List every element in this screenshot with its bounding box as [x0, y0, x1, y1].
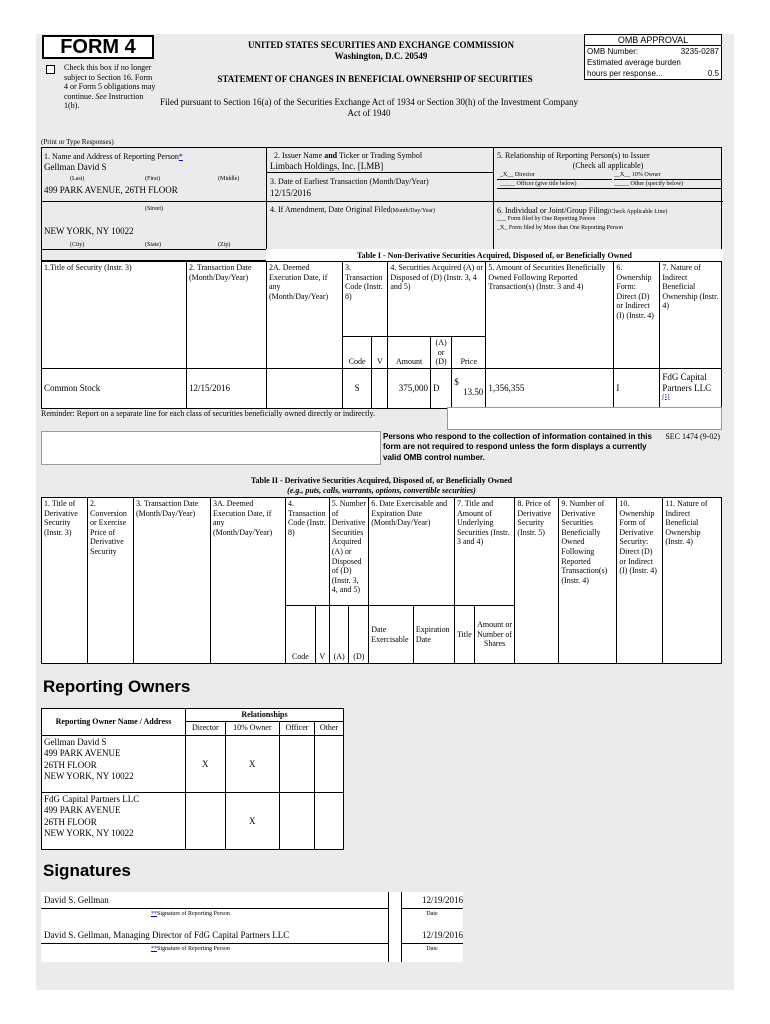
box6-label: 6. Individual or Joint/Group Filing(Check Applicable Line) [497, 206, 668, 215]
owner-director-mark [186, 793, 226, 850]
signature-label: **Signature of Reporting Person [151, 911, 230, 917]
t2-h2: 2. Conversion or Exercise Price of Derivative Security [88, 498, 134, 664]
box3-label: 3. Date of Earliest Transaction (Month/Day/Year) [270, 177, 429, 186]
checkbox-text: Check this box if no longer subject to Section 16. Form 4 or Form 5 obligations may continue. See Instruction 1(b). [64, 63, 156, 111]
sec-code: SEC 1474 (9-02) [665, 432, 720, 441]
nature-footnote-link[interactable]: (1) [662, 393, 670, 400]
t1-sub-v: V [372, 337, 388, 369]
t1-h7: 7. Nature of Indirect Beneficial Ownership (Instr. 4) [660, 262, 722, 369]
table1-non-derivative [41, 261, 722, 409]
t1-h2: 2. Transaction Date (Month/Day/Year) [187, 262, 267, 369]
t1-form: I [614, 368, 660, 408]
first-label: (First) [145, 176, 160, 182]
owners-col-10pct: 10% Owner [225, 722, 279, 736]
t1-h6: 6. Ownership Form: Direct (D) or Indirect (I) (Instr. 4) [614, 262, 660, 369]
date-label: Date [426, 946, 438, 952]
t2-sub-amount: Amount or Number of Shares [474, 606, 515, 664]
table1-title: Table I - Non-Derivative Securities Acquired, Disposed of, or Beneficially Owned [357, 251, 632, 260]
t1-title: Common Stock [42, 368, 187, 408]
t1-code: S [343, 368, 372, 408]
t1-sub-price: Price [452, 337, 486, 369]
owner-other-mark [314, 793, 343, 850]
reporting-owners-heading: Reporting Owners [43, 677, 191, 696]
box5-label: 5. Relationship of Reporting Person(s) to Issuer [497, 151, 650, 160]
last-label: (Last) [70, 176, 85, 182]
owner-10pct-mark: X [225, 793, 279, 850]
street-label: (Street) [145, 206, 163, 212]
owners-col-name: Reporting Owner Name / Address [42, 709, 186, 736]
reporting-person-city: NEW YORK, NY 10022 [44, 226, 134, 236]
t2-sub-v: V [315, 606, 329, 664]
t1-amount: 375,000 [388, 368, 431, 408]
t1-aord: D [430, 368, 451, 408]
zip-label: (Zip) [218, 242, 231, 248]
reminder-text: Reminder: Report on a separate line for each class of securities beneficially owned directly or indirectly. [41, 409, 376, 418]
reporting-info-grid [41, 147, 722, 261]
box1-label: 1. Name and Address of Reporting Person* [44, 152, 183, 161]
relationship-officer: _____ Officer (give title below) [500, 181, 577, 187]
filing-one-person: ___ Form filed by One Reporting Person [497, 216, 596, 222]
form-sheet [36, 34, 734, 990]
filed-pursuant: Filed pursuant to Section 16(a) of the Securities Exchange Act of 1934 or Section 30(h) of the Investment Company Act of 1940 [160, 97, 578, 119]
t1-sub-code: Code [343, 337, 372, 369]
t1-sub-amount: Amount [388, 337, 431, 369]
table2-subtitle: (e.g., puts, calls, warrants, options, convertible securities) [287, 486, 476, 495]
t1-h5: 5. Amount of Securities Beneficially Owned Following Reported Transaction(s) (Instr. 3 and 4) [486, 262, 614, 369]
t1-h4: 4. Securities Acquired (A) or Disposed of (D) (Instr. 3, 4 and 5) [388, 262, 486, 337]
relationship-10pct-owner: __X__ 10% Owner [614, 172, 661, 178]
reporting-person-name: Gellman David S [44, 162, 107, 172]
issuer-name-ticker: Limbach Holdings, Inc. [LMB] [270, 161, 384, 171]
owner-10pct-mark: X [225, 736, 279, 793]
t1-h2a: 2A. Deemed Execution Date, if any (Month/Day/Year) [267, 262, 343, 369]
t2-h1: 1. Title of Derivative Security (Instr. 3) [42, 498, 88, 664]
t1-h3: 3. Transaction Code (Instr. 8) [343, 262, 388, 337]
owners-col-relationships: Relationships [186, 709, 344, 722]
t1-deemed [267, 368, 343, 408]
t2-h9: 9. Number of Derivative Securities Beneficially Owned Following Reported Transaction(s) (Instr. 4) [559, 498, 617, 664]
t2-sub-a: (A) [329, 606, 349, 664]
box4-label: 4. If Amendment, Date Original Filed(Month/Day/Year) [270, 205, 436, 214]
reporting-person-street: 499 PARK AVENUE, 26TH FLOOR [44, 185, 178, 195]
omb-number-row: OMB Number: 3235-0287 [587, 47, 719, 56]
relationship-director: _X__ Director [500, 172, 535, 178]
omb-approval-box [584, 34, 722, 80]
reminder-box-left [41, 431, 381, 465]
t2-sub-code: Code [286, 606, 316, 664]
owner-officer-mark [279, 793, 314, 850]
owner-other-mark [314, 736, 343, 793]
t1-sub-aord: (A) or (D) [430, 337, 451, 369]
t2-h6: 6. Date Exercisable and Expiration Date (Month/Day/Year) [369, 498, 455, 606]
t1-v [372, 368, 388, 408]
signature-date: 12/19/2016 [421, 895, 463, 905]
signature-label: **Signature of Reporting Person [151, 946, 230, 952]
table2-title: Table II - Derivative Securities Acquired, Disposed of, or Beneficially Owned [250, 476, 513, 485]
earliest-transaction-date: 12/15/2016 [270, 188, 312, 198]
t1-h1: 1.Title of Security (Instr. 3) [42, 262, 187, 369]
owner-row: FdG Capital Partners LLC 499 PARK AVENUE 26TH FLOOR NEW YORK, NY 10022 X [42, 793, 344, 850]
city-label: (City) [70, 242, 85, 248]
persons-notice: Persons who respond to the collection of information contained in this form are not required to respond unless the form displays a currently valid OMB control number. [383, 432, 652, 462]
form-title: FORM 4 [42, 35, 154, 59]
t2-h7: 7. Title and Amount of Underlying Securities (Instr. 3 and 4) [454, 498, 514, 606]
t2-h3: 3. Transaction Date (Month/Day/Year) [134, 498, 211, 664]
date-label: Date [426, 911, 438, 917]
omb-burden: Estimated average burden [587, 58, 681, 67]
reminder-box-right [447, 407, 722, 430]
signature-footnote-link[interactable]: ** [151, 911, 157, 917]
omb-title: OMB APPROVAL [585, 35, 721, 46]
signature-date: 12/19/2016 [421, 930, 463, 940]
box2-label: 2. Issuer Name and Ticker or Trading Symbol [274, 151, 423, 160]
t2-h5: 5. Number of Derivative Securities Acquired (A) or Disposed of (D) (Instr. 3, 4, and 5) [329, 498, 368, 606]
t2-sub-d: (D) [349, 606, 369, 664]
relationship-other: _____ Other (specify below) [614, 181, 684, 187]
t1-price: $ 13.50 [452, 368, 486, 408]
t2-h11: 11. Nature of Indirect Beneficial Ownership (Instr. 4) [663, 498, 722, 664]
signature-name: David S. Gellman, Managing Director of FdG Capital Partners LLC [44, 930, 290, 940]
t2-sub-title: Title [454, 606, 474, 664]
reporting-person-footnote-link[interactable]: * [178, 152, 183, 161]
statement-title: STATEMENT OF CHANGES IN BENEFICIAL OWNERSHIP OF SECURITIES [217, 74, 533, 84]
owner-officer-mark [279, 736, 314, 793]
owners-col-director: Director [186, 722, 226, 736]
reporting-owners-table [41, 708, 344, 850]
owner-row: Gellman David S 499 PARK AVENUE 26TH FLOOR NEW YORK, NY 10022 X X [42, 736, 344, 793]
omb-hours-row: hours per response... 0.5 [587, 69, 719, 78]
box5-check: (Check all applicable) [572, 161, 644, 170]
filing-more-than-one: _X_ Form filed by More than One Reporting Person [497, 225, 623, 231]
t1-date: 12/15/2016 [187, 368, 267, 408]
signature-name: David S. Gellman [44, 895, 109, 905]
table1-row [42, 368, 722, 408]
t2-sub-expiration: Expiration Date [413, 606, 454, 664]
table2-derivative [41, 497, 722, 664]
print-note: (Print or Type Responses) [41, 138, 114, 146]
commission-name: UNITED STATES SECURITIES AND EXCHANGE COMMISSION [248, 40, 514, 50]
signatures-heading: Signatures [43, 861, 131, 880]
t2-sub-exercisable: Date Exercisable [369, 606, 414, 664]
state-label: (State) [145, 242, 161, 248]
middle-label: (Middle) [218, 176, 240, 182]
commission-city: Washington, D.C. 20549 [334, 51, 428, 61]
t2-h3a: 3A. Deemed Execution Date, if any (Month/Day/Year) [211, 498, 286, 664]
signature-footnote-link[interactable]: ** [151, 946, 157, 952]
owners-col-other: Other [314, 722, 343, 736]
t2-h4: 4. Transaction Code (Instr. 8) [286, 498, 330, 606]
owners-col-officer: Officer [279, 722, 314, 736]
t2-h8: 8. Price of Derivative Security (Instr. 5) [515, 498, 559, 664]
owner-director-mark: X [186, 736, 226, 793]
t1-owned: 1,356,355 [486, 368, 614, 408]
t2-h10: 10. Ownership Form of Derivative Security: Direct (D) or Indirect (I) (Instr. 4) [617, 498, 663, 664]
no-longer-subject-checkbox[interactable] [46, 65, 55, 74]
signature-block [41, 892, 463, 962]
t1-nature: FdG Capital Partners LLC $^{(1)}$ [660, 368, 722, 408]
